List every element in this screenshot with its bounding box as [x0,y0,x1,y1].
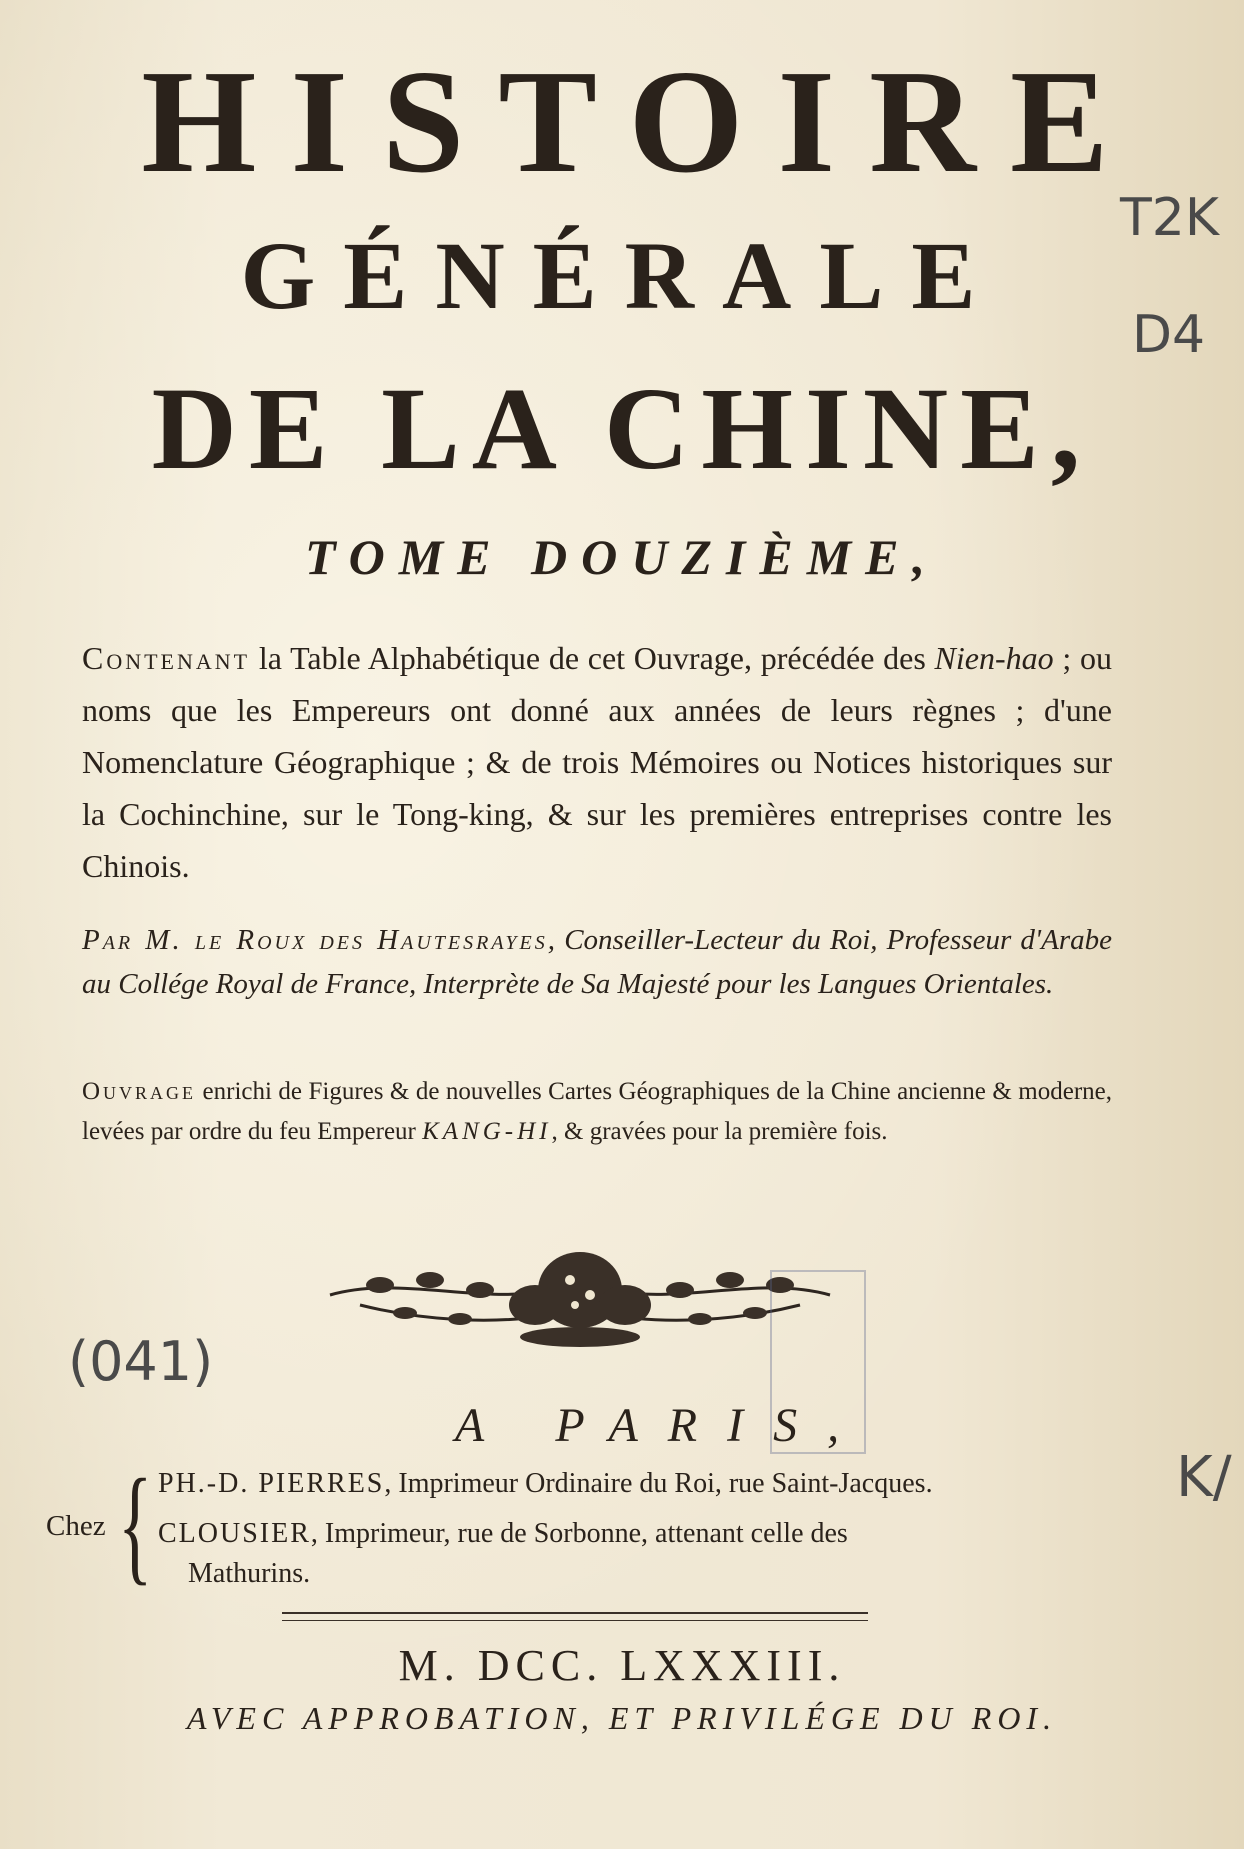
title-line-2: GÉNÉRALE [240,222,1004,329]
publication-date: M. DCC. LXXXIII. [398,1641,846,1690]
author-name: Par M. le Roux des Hautesrayes [82,924,548,956]
author-paragraph [82,918,1112,1006]
contents-lead: Contenant [82,640,251,676]
ouvrage-text-1: enrichi de Figures & de nouvelles Cartes Géographiques de la Chine ancienne & moderne, levées par ordre du feu Empereur [82,1078,1112,1145]
printer-1 [158,1468,933,1500]
author-titles: , Conseiller-Lecteur du Roi, Professeur d'Arabe au Collége Royal de France, Interprète de Sa Majesté pour les Langues Orientales. [82,924,1112,1000]
chez-label: Chez [46,1510,106,1542]
handwritten-mark: K/ [1176,1445,1232,1510]
printer-1-address: , Imprimeur Ordinaire du Roi, rue Saint-Jacques. [384,1468,933,1499]
volume-label: TOME DOUZIÈME, [304,529,940,585]
place-of-publication: A PARIS, [454,1399,870,1452]
title-line-1: HISTOIRE [141,40,1143,204]
printer-2-continuation: Mathurins. [188,1558,311,1589]
printer-2-name: CLOUSIER [158,1518,311,1549]
handwritten-code: (041) [68,1330,214,1393]
contents-text-1: la Table Alphabétique de cet Ouvrage, précédée des [250,640,935,676]
ouvrage-lead: Ouvrage [82,1078,197,1105]
title-line-3: DE LA CHINE, [151,363,1093,494]
handwritten-shelfmark-1: T2K [1120,188,1219,248]
printer-2 [158,1518,848,1550]
divider-rule-thin [282,1620,868,1621]
floral-ornament-icon [320,1235,840,1355]
printer-1-name: PH.-D. PIERRES [158,1468,385,1499]
ouvrage-text-2: , & gravées pour la première fois. [551,1118,888,1145]
divider-rule [282,1612,868,1614]
contents-text-2: ; ou noms que les Empereurs ont donné aux années de leurs règnes ; d'une Nomenclature Géographique ; & de trois Mémoires ou Notices historiques sur la Cochinchine, sur le Tong-king, & sur les premières entreprises contre les Chinois. [82,640,1113,884]
brace-icon: { [118,1453,153,1597]
handwritten-shelfmark-2: D4 [1132,305,1206,365]
library-stamp-icon [770,1270,866,1454]
ouvrage-paragraph [82,1072,1112,1152]
approbation-line: AVEC APPROBATION, ET PRIVILÉGE DU ROI. [186,1700,1058,1736]
emperor-name: KANG-HI [422,1118,552,1145]
nien-hao-term: Nien-hao [934,640,1054,676]
printer-2-address: , Imprimeur, rue de Sorbonne, attenant celle des [310,1518,848,1549]
contents-paragraph [82,632,1112,892]
